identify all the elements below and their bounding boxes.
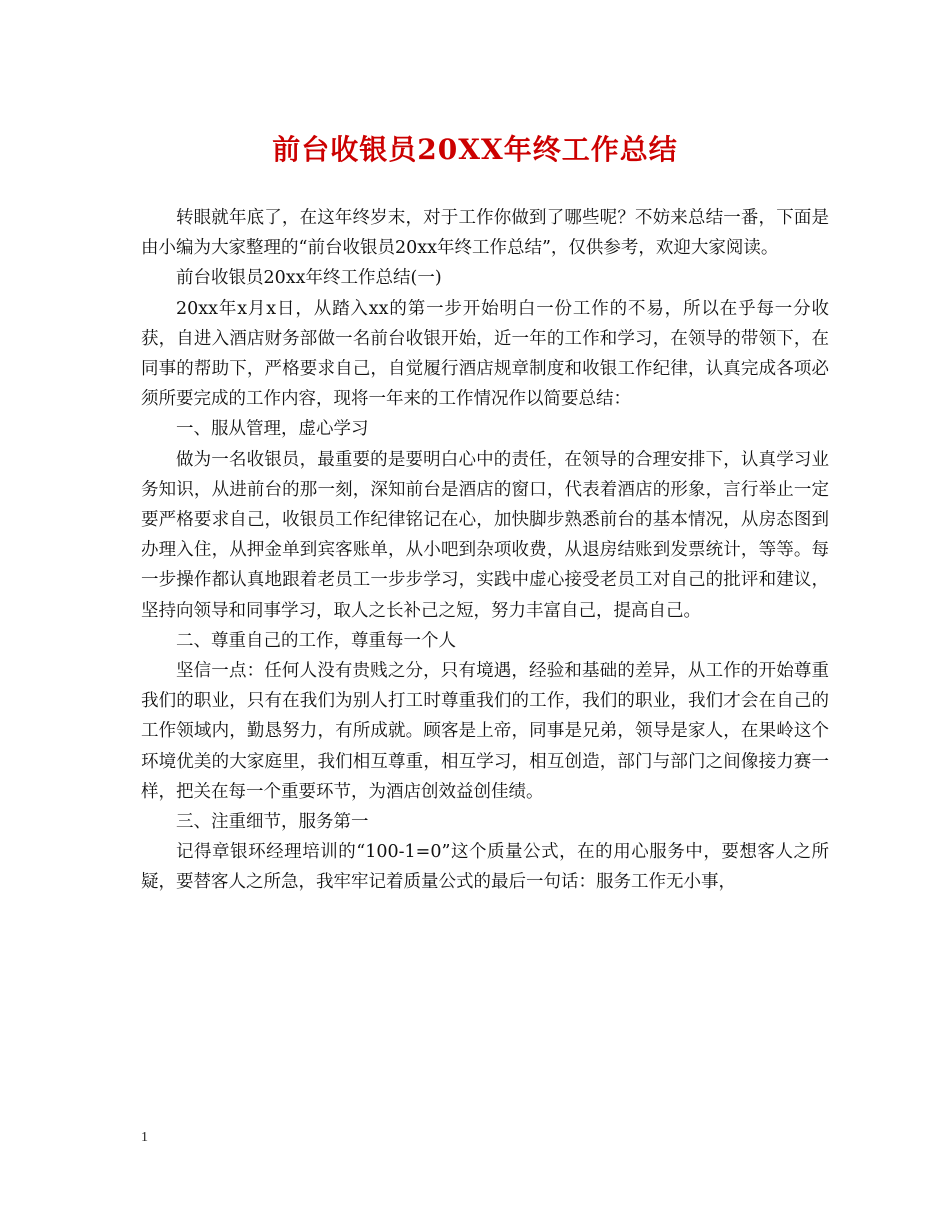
section-heading: 二、尊重自己的工作，尊重每一个人 (176, 630, 456, 651)
section-heading: 三、注重细节，服务第一 (176, 812, 369, 833)
paragraph: 坚信一点：任何人没有贵贱之分，只有境遇，经验和基础的差异，从工作的开始尊重我们的职业，只有在我们为别人打工时尊重我们的工作，我们的职业，我们才会在自己的工作领域内，勤恳努力，有所成就。顾客是上帝，同事是兄弟，领导是家人，在果岭这个环境优美的大家庭里，我们相互尊重，相互学习，相互创造，部门与部门之间像接力赛一样，把关在每一个重要环节，为酒店创效益创佳绩。 (141, 661, 829, 802)
section-heading: 一、服从管理，虚心学习 (176, 419, 369, 440)
paragraph-intro: 转眼就年底了，在这年终岁末，对于工作你做到了哪些呢？不妨来总结一番，下面是由小编为大家整理的“前台收银员20xx年终工作总结”，仅供参考，欢迎大家阅读。 (141, 208, 829, 259)
paragraph: 做为一名收银员，最重要的是要明白心中的责任，在领导的合理安排下，认真学习业务知识，从进前台的那一刻，深知前台是酒店的窗口，代表着酒店的形象，言行举止一定要严格要求自己，收银员工作纪律铭记在心，加快脚步熟悉前台的基本情况，从房态图到办理入住，从押金单到宾客账单，从小吧到杂项收费，从退房结账到发票统计，等等。每一步操作都认真地跟着老员工一步步学习，实践中虚心接受老员工对自己的批评和建议，坚持向领导和同事学习，取人之长补己之短，努力丰富自己，提高自己。 (141, 449, 829, 621)
paragraph: 记得章银环经理培训的“100-1=0”这个质量公式，在的用心服务中，要想客人之所疑，要替客人之所急，我牢牢记着质量公式的最后一句话：服务工作无小事， (141, 842, 829, 893)
page-number: 1 (141, 1130, 148, 1145)
section-heading: 前台收银员20xx年终工作总结(一) (176, 268, 442, 289)
document-body (141, 203, 829, 898)
paragraph: 20xx年x月x日，从踏入xx的第一步开始明白一份工作的不易，所以在乎每一分收获，自进入酒店财务部做一名前台收银开始，近一年的工作和学习，在领导的带领下，在同事的帮助下，严格要求自己，自觉履行酒店规章制度和收银工作纪律，认真完成各项必须所要完成的工作内容，现将一年来的工作情况作以简要总结： (141, 298, 829, 410)
document-title: 前台收银员20XX年终工作总结 (272, 133, 678, 166)
